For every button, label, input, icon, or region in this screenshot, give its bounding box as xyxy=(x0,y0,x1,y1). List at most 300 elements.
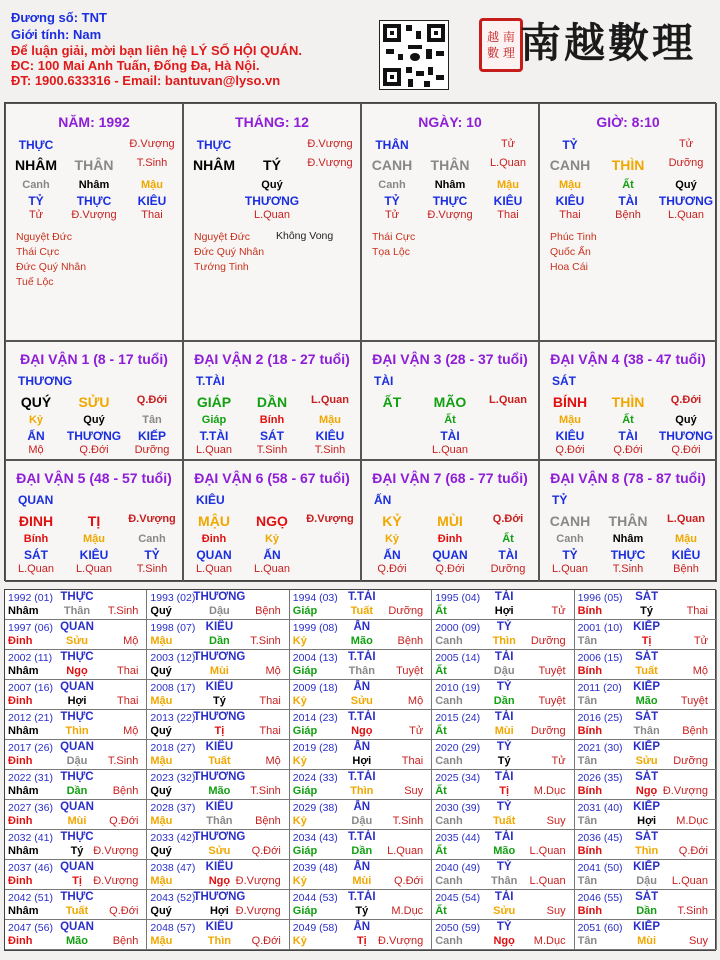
year-branch: Thìn xyxy=(634,845,659,857)
hidden-stem-1: THƯƠNG xyxy=(658,194,714,208)
year-cell xyxy=(575,920,717,950)
year-life-stage: Dưỡng xyxy=(530,725,566,737)
year-life-stage: Suy xyxy=(689,935,708,947)
hidden-stem-0: Mậu xyxy=(141,179,163,191)
year-stem: Kỷ xyxy=(292,695,307,707)
year-stem: Tân xyxy=(577,935,598,947)
hidden-stem-0: Canh xyxy=(22,179,50,191)
year-label: 2028 (37) xyxy=(150,802,196,814)
hidden-stem-1: TÀI xyxy=(618,429,638,443)
year-ten-god: KIẾP xyxy=(633,621,661,633)
year-life-stage: Thai xyxy=(686,605,708,617)
year-ten-god: ẤN xyxy=(353,621,371,633)
year-stem: Ất xyxy=(435,845,447,857)
year-cell xyxy=(147,590,289,620)
year-label: 2000 (09) xyxy=(435,622,481,634)
year-stem: Nhâm xyxy=(8,905,39,917)
seal-stamp: 越 南 數 理 xyxy=(479,18,523,72)
year-ten-god: KIẾP xyxy=(633,681,661,693)
year-branch: Ngọ xyxy=(66,665,88,677)
hidden-stem-1: TỶ xyxy=(144,548,160,562)
year-branch: Hợi xyxy=(352,755,372,767)
hidden-stem-2: Đ.Vượng xyxy=(71,209,117,221)
year-branch: Thìn xyxy=(207,935,231,947)
owner-label: Đương số: xyxy=(11,10,79,25)
year-ten-god: T.TÀI xyxy=(348,651,376,663)
year-branch: Dần xyxy=(636,905,657,917)
year-ten-god: SÁT xyxy=(635,591,659,603)
year-cell xyxy=(290,740,432,770)
hidden-stem-2: Thai xyxy=(497,209,519,221)
hidden-stem-2: T.Sinh xyxy=(612,563,644,575)
year-stem: Quý xyxy=(150,905,172,917)
year-branch: Tuất xyxy=(65,905,89,917)
year-cell xyxy=(575,710,717,740)
stem-branch: CANH xyxy=(549,513,591,529)
year-stem: Kỷ xyxy=(292,875,307,887)
auxiliary-star: Đức Quý Nhân xyxy=(16,261,87,273)
auxiliary-star: Nguyệt Đức xyxy=(16,231,73,243)
year-life-stage: Q.Đới xyxy=(109,905,139,917)
year-branch: Sửu xyxy=(350,695,373,707)
year-ten-god: TÀI xyxy=(494,711,514,723)
year-branch: Thìn xyxy=(65,725,89,737)
dai-van-cell xyxy=(361,341,539,460)
qr-code[interactable] xyxy=(379,20,449,90)
hidden-stem-0: Ất xyxy=(622,414,634,426)
annual-luck-table xyxy=(4,589,716,951)
year-life-stage: Q.Đới xyxy=(393,875,424,887)
hidden-stem-2: Bệnh xyxy=(615,209,641,221)
year-ten-god: SÁT xyxy=(635,831,659,843)
year-label: 2013 (22) xyxy=(150,712,196,724)
year-label: 1997 (06) xyxy=(8,622,53,634)
hidden-stem-2: T.Sinh xyxy=(136,563,168,575)
dai-van-cell xyxy=(5,341,183,460)
year-ten-god: QUAN xyxy=(60,801,94,813)
year-label: 2008 (17) xyxy=(150,682,196,694)
year-cell xyxy=(575,860,717,890)
year-branch: Tị xyxy=(356,935,367,947)
hidden-stem-1: KIÊU xyxy=(555,194,585,208)
year-label: 2015 (24) xyxy=(435,712,481,724)
year-label: 2049 (58) xyxy=(292,922,338,934)
year-label: 2014 (23) xyxy=(292,712,338,724)
year-stem: Bính xyxy=(577,785,603,797)
year-branch: Thân xyxy=(206,815,233,827)
hidden-stem-0: Bính xyxy=(23,533,49,545)
year-cell xyxy=(575,770,717,800)
year-cell xyxy=(5,890,147,920)
brand-logo: 南越數理 xyxy=(520,19,696,67)
stem-branch: L.Quan xyxy=(311,394,349,406)
ten-god-label: TÀI xyxy=(374,374,394,388)
year-branch: Hợi xyxy=(494,605,514,617)
year-branch: Tị xyxy=(72,875,82,887)
stem-branch: THÌN xyxy=(611,157,645,173)
year-ten-god: KIẾP xyxy=(633,861,661,873)
year-stem: Đinh xyxy=(8,635,33,647)
hidden-stem-1: SÁT xyxy=(260,429,284,443)
year-label: 2027 (36) xyxy=(8,802,53,814)
year-stem: Đinh xyxy=(8,935,33,947)
year-label: 2050 (59) xyxy=(435,922,481,934)
gender-line xyxy=(11,26,371,43)
year-cell xyxy=(290,710,432,740)
hidden-stem-0: Đinh xyxy=(201,533,227,545)
year-stem: Tân xyxy=(577,875,598,887)
year-label: 2002 (11) xyxy=(8,652,53,664)
year-stem: Mậu xyxy=(150,935,173,947)
year-life-stage: Đ.Vượng xyxy=(378,935,424,947)
void-star: Không Vong xyxy=(276,230,334,242)
hidden-stem-0: Mậu xyxy=(559,414,581,426)
year-cell xyxy=(290,920,432,950)
hidden-stem-0: Mậu xyxy=(497,179,519,191)
year-life-stage: L.Quan xyxy=(529,845,566,857)
hidden-stem-2: Tử xyxy=(28,209,44,221)
stem-branch: THÂN xyxy=(74,157,114,173)
year-ten-god: KIÊU xyxy=(205,861,234,873)
year-stem: Mậu xyxy=(150,755,173,767)
stem-branch: Q.Đới xyxy=(670,394,702,406)
year-branch: Thân xyxy=(348,665,375,677)
year-cell xyxy=(5,680,147,710)
year-ten-god: QUAN xyxy=(60,861,94,873)
year-ten-god: SÁT xyxy=(635,771,659,783)
dai-van-cell xyxy=(539,341,717,460)
year-stem: Bính xyxy=(577,665,603,677)
year-cell xyxy=(5,710,147,740)
year-stem: Nhâm xyxy=(8,845,39,857)
year-stem: Bính xyxy=(577,725,603,737)
stem-branch: ĐINH xyxy=(18,513,54,529)
year-cell xyxy=(147,860,289,890)
year-stem: Kỷ xyxy=(292,815,307,827)
year-life-stage: Dưỡng xyxy=(530,635,566,647)
hidden-stem-1: KIÊU xyxy=(315,429,345,443)
year-stem: Nhâm xyxy=(8,725,39,737)
stem-branch: SỬU xyxy=(78,394,110,410)
year-branch: Tị xyxy=(499,785,510,797)
year-label: 2031 (40) xyxy=(577,802,623,814)
year-ten-god: TÀI xyxy=(494,891,514,903)
year-label: 2001 (10) xyxy=(577,622,623,634)
year-label: 2030 (39) xyxy=(435,802,481,814)
hidden-stem-1: SÁT xyxy=(24,548,48,562)
stem-branch: L.Quan xyxy=(489,394,527,406)
hidden-stem-2: L.Quan xyxy=(253,209,291,221)
year-life-stage: Q.Đới xyxy=(678,845,708,857)
year-label: 2026 (35) xyxy=(577,772,623,784)
year-stem: Đinh xyxy=(8,695,33,707)
year-ten-god: SÁT xyxy=(635,651,659,663)
year-stem: Quý xyxy=(150,845,172,857)
year-cell xyxy=(5,740,147,770)
auxiliary-star: Đức Quý Nhân xyxy=(194,246,265,258)
year-life-stage: Q.Đới xyxy=(251,845,281,857)
hidden-stem-2: Q.Đới xyxy=(79,444,109,456)
dai-van-cell xyxy=(183,460,361,582)
year-branch: Mùi xyxy=(637,935,657,947)
year-cell xyxy=(432,650,574,680)
ten-god-label: TỶ xyxy=(552,493,568,507)
year-label: 2004 (13) xyxy=(292,652,338,664)
hidden-stem-1: ẤN xyxy=(263,548,281,562)
year-cell xyxy=(5,590,147,620)
year-branch: Tuất xyxy=(635,665,658,677)
year-stem: Mậu xyxy=(150,815,173,827)
auxiliary-star: Hoa Cái xyxy=(550,261,588,273)
year-branch: Thân xyxy=(491,875,518,887)
year-label: 2025 (34) xyxy=(435,772,481,784)
year-branch: Mão xyxy=(635,695,658,707)
year-cell xyxy=(575,650,717,680)
year-label: 2021 (30) xyxy=(577,742,623,754)
hidden-stem-0: Canh xyxy=(378,179,406,191)
stem-branch: THÂN xyxy=(608,513,648,529)
year-stem: Giáp xyxy=(292,785,318,797)
year-label: 2012 (21) xyxy=(8,712,53,724)
year-cell xyxy=(432,590,574,620)
year-branch: Tý xyxy=(212,695,226,707)
year-label: 1998 (07) xyxy=(150,622,196,634)
year-cell xyxy=(575,680,717,710)
year-label: 2022 (31) xyxy=(8,772,53,784)
year-stem: Mậu xyxy=(150,635,173,647)
hidden-stem-1: TỶ xyxy=(384,194,400,208)
ten-god-label: TỶ xyxy=(562,138,578,152)
year-cell xyxy=(147,740,289,770)
year-label: 2005 (14) xyxy=(435,652,481,664)
hidden-stem-2: Dưỡng xyxy=(490,563,526,575)
year-stem: Mậu xyxy=(150,695,173,707)
owner-line xyxy=(11,9,371,26)
stem-branch: NHÂM xyxy=(15,157,57,173)
year-ten-god: THỰC xyxy=(60,591,94,603)
year-stem: Quý xyxy=(150,665,172,677)
year-cell xyxy=(5,770,147,800)
year-stem: Giáp xyxy=(292,905,318,917)
year-label: 2040 (49) xyxy=(435,862,481,874)
chart-header xyxy=(11,9,371,88)
year-stem: Ất xyxy=(435,785,447,797)
year-life-stage: Mộ xyxy=(123,725,139,737)
gender-value: Nam xyxy=(72,27,102,42)
year-stem: Đinh xyxy=(8,755,33,767)
year-branch: Tuất xyxy=(350,605,373,617)
year-ten-god: QUAN xyxy=(60,921,94,933)
year-ten-god: TỶ xyxy=(496,681,512,693)
year-life-stage: T.Sinh xyxy=(250,635,281,647)
year-cell xyxy=(575,830,717,860)
year-branch: Sửu xyxy=(208,845,231,857)
year-life-stage: Đ.Vượng xyxy=(235,875,281,887)
ten-god-label: KIÊU xyxy=(196,493,225,507)
year-life-stage: L.Quan xyxy=(671,875,708,887)
year-stem: Giáp xyxy=(292,725,318,737)
year-stem: Ất xyxy=(435,605,447,617)
stem-branch: BÍNH xyxy=(552,394,588,410)
hidden-stem-0: Mậu xyxy=(559,179,581,191)
hidden-stem-1: ẤN xyxy=(27,429,45,443)
year-ten-god: TỶ xyxy=(496,741,512,753)
hidden-stem-2: Tử xyxy=(384,209,400,221)
stem-branch: NGỌ xyxy=(256,513,288,529)
year-cell xyxy=(432,710,574,740)
year-stem: Giáp xyxy=(292,665,318,677)
year-branch: Mão xyxy=(350,635,373,647)
year-branch: Dậu xyxy=(493,665,515,677)
year-label: 2016 (25) xyxy=(577,712,623,724)
ten-god-label: T.TÀI xyxy=(196,374,225,388)
year-cell xyxy=(290,680,432,710)
year-label: 2048 (57) xyxy=(150,922,196,934)
year-label: 1996 (05) xyxy=(577,592,623,604)
year-branch: Ngọ xyxy=(635,785,658,797)
hidden-stem-2: Thai xyxy=(559,209,581,221)
year-life-stage: Mộ xyxy=(265,755,281,767)
stem-branch: MÃO xyxy=(433,394,467,410)
hidden-stem-2: L.Quan xyxy=(195,563,233,575)
year-label: 2007 (16) xyxy=(8,682,53,694)
stem-branch: Q.Đới xyxy=(136,394,168,406)
year-stem: Bính xyxy=(577,845,603,857)
contact-invite: Để luận giải, mời bạn liên hệ LÝ SỐ HỘI QUÁN. xyxy=(11,43,302,58)
hidden-stem-1: THỰC xyxy=(432,194,468,208)
year-stem: Tân xyxy=(577,815,598,827)
hidden-stem-0: Mậu xyxy=(675,533,697,545)
year-ten-god: T.TÀI xyxy=(348,831,376,843)
year-life-stage: Suy xyxy=(404,785,424,797)
year-cell xyxy=(290,620,432,650)
hidden-stem-2: Thai xyxy=(141,209,163,221)
dai-van-cell xyxy=(361,460,539,582)
dai-van-cell xyxy=(539,460,717,582)
year-label: 1999 (08) xyxy=(292,622,338,634)
hidden-stem-0: Quý xyxy=(83,414,105,426)
auxiliary-star: Tọa Lộc xyxy=(372,246,410,258)
year-ten-god: TÀI xyxy=(494,771,514,783)
year-ten-god: T.TÀI xyxy=(348,771,376,783)
cell-title: NĂM: 1992 xyxy=(58,114,130,130)
ten-god-right: Tử xyxy=(678,138,694,150)
contact-phone-email: ĐT: 1900.633316 - Email: bantuvan@lyso.vn xyxy=(11,73,281,88)
year-ten-god: KIÊU xyxy=(205,621,234,633)
year-label: 1992 (01) xyxy=(8,592,53,604)
hidden-stem-0: Nhâm xyxy=(612,533,644,545)
year-cell xyxy=(290,830,432,860)
stem-branch: Đ.Vượng xyxy=(307,157,353,169)
year-ten-god: KIÊU xyxy=(205,681,234,693)
year-cell xyxy=(5,920,147,950)
hidden-stem-0: Nhâm xyxy=(78,179,110,191)
year-label: 2023 (32) xyxy=(150,772,196,784)
stem-branch: CANH xyxy=(371,157,413,173)
year-cell xyxy=(147,770,289,800)
year-label: 2042 (51) xyxy=(8,892,53,904)
year-life-stage: Bệnh xyxy=(682,725,708,737)
stem-branch: MÙI xyxy=(437,513,463,529)
year-label: 2037 (46) xyxy=(8,862,53,874)
year-label: 2011 (20) xyxy=(577,682,622,694)
ten-god-label: ẤN xyxy=(374,493,392,507)
stem-branch: THÂN xyxy=(430,157,470,173)
hidden-stem-1: KIÊU xyxy=(555,429,585,443)
year-cell xyxy=(290,770,432,800)
year-branch: Dần xyxy=(493,695,515,707)
hidden-stem-2: T.Sinh xyxy=(314,444,346,456)
year-label: 2003 (12) xyxy=(150,652,196,664)
owner-value: TNT xyxy=(81,10,107,25)
hidden-stem-0: Mậu xyxy=(83,533,105,545)
hidden-stem-1: KIÊU xyxy=(493,194,523,208)
hidden-stem-1: KIÊU xyxy=(671,548,701,562)
stem-branch: T.Sinh xyxy=(136,157,168,169)
year-life-stage: Suy xyxy=(546,815,566,827)
year-life-stage: Thai xyxy=(259,725,281,737)
hidden-stem-1: QUAN xyxy=(432,548,468,562)
hidden-stem-2: L.Quan xyxy=(431,444,469,456)
year-cell xyxy=(5,800,147,830)
year-life-stage: L.Quan xyxy=(529,875,566,887)
year-label: 2018 (27) xyxy=(150,742,196,754)
year-ten-god: KIÊU xyxy=(205,921,234,933)
year-cell xyxy=(432,830,574,860)
hidden-stem-0: Bính xyxy=(259,414,285,426)
year-branch: Sửu xyxy=(635,755,658,767)
year-label: 2033 (42) xyxy=(150,832,196,844)
hidden-stem-2: L.Quan xyxy=(75,563,113,575)
year-ten-god: T.TÀI xyxy=(348,891,376,903)
year-ten-god: SÁT xyxy=(635,891,659,903)
year-stem: Giáp xyxy=(292,605,318,617)
stem-branch: Đ.Vượng xyxy=(128,513,176,525)
year-branch: Tý xyxy=(355,905,369,917)
stem-branch: MẬU xyxy=(198,513,230,529)
hidden-stem-1: TÀI xyxy=(440,429,460,443)
ten-god-right: Đ.Vượng xyxy=(129,138,175,150)
year-life-stage: T.Sinh xyxy=(107,605,139,617)
year-ten-god: T.TÀI xyxy=(348,591,376,603)
year-cell xyxy=(147,830,289,860)
hidden-stem-2: L.Quan xyxy=(195,444,233,456)
stem-branch: THÌN xyxy=(611,394,645,410)
year-branch: Tý xyxy=(70,845,84,857)
hidden-stem-1: TÀI xyxy=(618,194,638,208)
hidden-stem-1: ẤN xyxy=(383,548,401,562)
year-label: 2039 (48) xyxy=(292,862,338,874)
hidden-stem-0: Đinh xyxy=(437,533,463,545)
year-stem: Ất xyxy=(435,665,447,677)
year-cell xyxy=(147,800,289,830)
year-label: 2032 (41) xyxy=(8,832,53,844)
year-cell xyxy=(432,620,574,650)
year-ten-god: KIẾP xyxy=(633,741,661,753)
year-ten-god: TỶ xyxy=(496,621,512,633)
year-branch: Ngọ xyxy=(493,935,515,947)
year-ten-god: TỶ xyxy=(496,801,512,813)
cell-title: ĐẠI VẬN 7 (68 - 77 tuổi) xyxy=(372,470,528,486)
year-branch: Thìn xyxy=(492,635,516,647)
year-ten-god: SÁT xyxy=(635,711,659,723)
year-cell xyxy=(432,860,574,890)
year-stem: Quý xyxy=(150,605,172,617)
year-branch: Tý xyxy=(497,755,511,767)
hidden-stem-2: Mộ xyxy=(28,444,44,456)
pillar-cell xyxy=(183,103,361,341)
year-life-stage: L.Quan xyxy=(387,845,424,857)
